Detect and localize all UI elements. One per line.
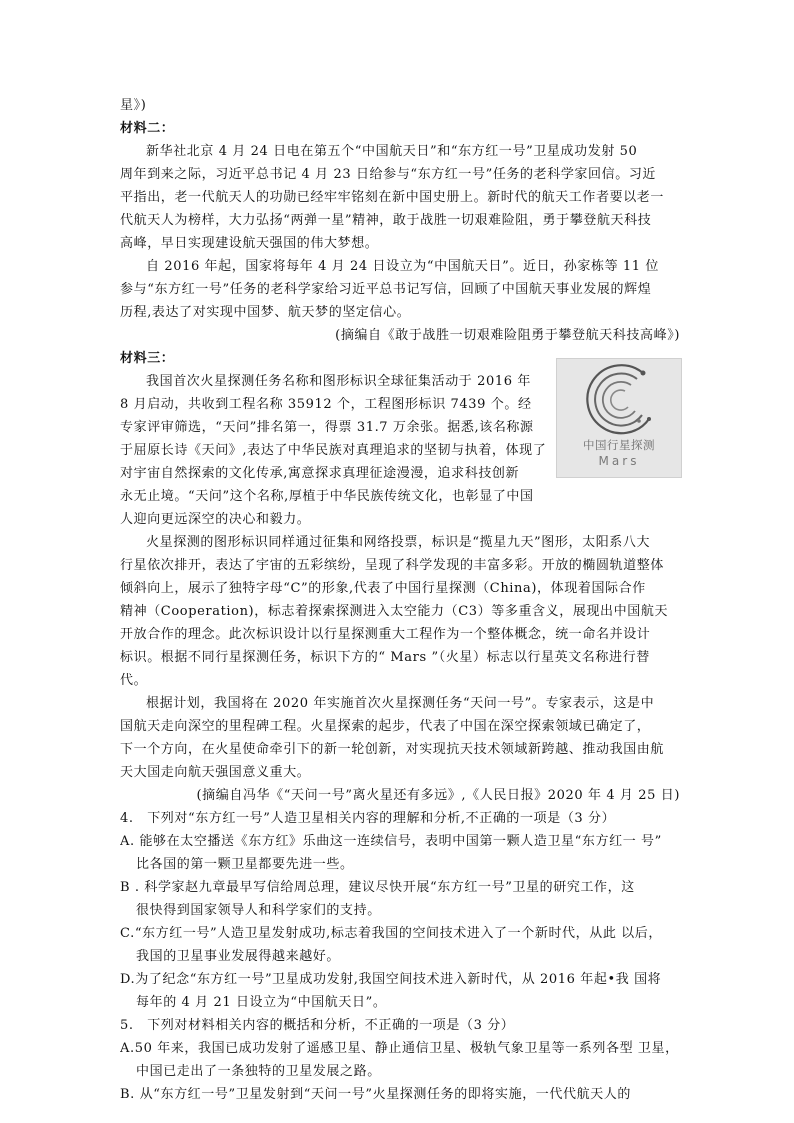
paragraph-line: 根据计划，我国将在 2020 年实施首次火星探测任务“天问一号”。专家表示，这是中	[146, 696, 655, 711]
paragraph-line: 8 月启动，共收到工程名称 35912 个，工程图形标识 7439 个。经	[120, 397, 532, 412]
paragraph-line: 于屈原长诗《天问》,表达了中华民族对真理追求的坚韧与执着，体现了	[120, 443, 547, 458]
paragraph-line: 倾斜向上，展示了独特字母“C”的形象,代表了中国行星探测（China)，体现着国际合作	[120, 581, 646, 596]
q4-option-d-cont: 每年的 4 月 21 日设立为“中国航天日”。	[136, 995, 387, 1010]
question-4-stem: 4. 下列对“东方红一号”人造卫星相关内容的理解和分析,不正确的一项是（3 分）	[120, 811, 616, 826]
q4-option-a[interactable]: A. 能够在太空播送《东方红》乐曲这一连续信号，表明中国第一颗人造卫星“东方红一 号”	[120, 834, 662, 849]
paragraph-line: 高峰，早日实现建设航天强国的伟大梦想。	[120, 236, 379, 251]
paragraph-line: 开放合作的理念。此次标识设计以行星探测重大工程作为一个整体概念，统一命名并设计	[120, 627, 651, 642]
q5-option-b[interactable]: B. 从“东方红一号”卫星发射到“天问一号”火星探测任务的即将实施，一代代航天人的	[120, 1087, 632, 1102]
paragraph-line: 国航天走向深空的里程碑工程。火星探索的起步，代表了中国在深空探索领域已确定了，	[120, 719, 651, 734]
paragraph-line: 永无止境。“天问”这个名称,厚植于中华民族传统文化，也彰显了中国	[120, 489, 534, 504]
mars-mission-logo	[556, 358, 682, 478]
q4-option-c[interactable]: C.“东方红一号”人造卫星发射成功,标志着我国的空间技术进入了一个新时代，从此 以后，	[120, 926, 662, 941]
paragraph-line: 行星依次排开，表达了宇宙的五彩缤纷，呈现了科学发现的丰富多彩。开放的椭圆轨道整体	[120, 558, 665, 573]
paragraph-line: 精神（Cooperation)，标志着探索探测进入太空能力（C3）等多重含义，展现出中国航天	[120, 604, 669, 619]
question-5-stem: 5. 下列对材料相关内容的概括和分析，不正确的一项是（3 分）	[120, 1018, 515, 1033]
paragraph-line: 专家评审筛选，“天问”排名第一，得票 31.7 万余张。据悉,该名称源	[120, 420, 534, 435]
paragraph-line: 自 2016 年起，国家将每年 4 月 24 日设立为“中国航天日”。近日，孙家栋等 11 位	[146, 259, 659, 274]
paragraph-line: 天大国走向航天强国意义重大。	[120, 765, 311, 780]
paragraph-line: 代。	[120, 673, 148, 688]
paragraph-line: 平指出，老一代航天人的功勋已经牢牢铭刻在新中国史册上。新时代的航天工作者要以老一	[120, 190, 665, 205]
paragraph-line: 火星探测的图形标识同样通过征集和网络投票，标识是“揽星九天”图形，太阳系八大	[146, 535, 651, 550]
material-3-heading: 材料三：	[120, 351, 175, 366]
q4-option-c-cont: 我国的卫星事业发展得越来越好。	[136, 949, 341, 964]
source-citation: (摘编自冯华《“天问一号”离火星还有多远》,《人民日报》2020 年 4 月 25 日)	[196, 788, 680, 803]
paragraph-line: 对宇宙自然探索的文化传承,寓意探求真理征途漫漫，追求科技创新	[120, 466, 520, 481]
material-2-heading: 材料二：	[120, 121, 175, 136]
intro-tail: 星》)	[120, 98, 147, 113]
paragraph-line: 下一个方向，在火星使命牵引下的新一轮创新，对实现抗天技术领域新跨越、推动我国由航	[120, 742, 665, 757]
source-citation: (摘编自《敢于战胜一切艰难险阻勇于攀登航天科技高峰》)	[335, 328, 680, 343]
q4-option-b[interactable]: B . 科学家赵九章最早写信给周总理，建议尽快开展“东方红一号”卫星的研究工作，这	[120, 880, 635, 895]
paragraph-line: 周年到来之际，习近平总书记 4 月 23 日给参与“东方红一号”任务的老科学家回信。习近	[120, 167, 657, 182]
orbit-arc-icon	[557, 359, 681, 439]
paragraph-line: 人迎向更远深空的决心和毅力。	[120, 512, 311, 527]
logo-cn-text: 中国行星探测	[583, 438, 655, 452]
q4-option-b-cont: 很快得到国家领导人和科学家们的支持。	[136, 903, 381, 918]
paragraph-line: 历程,表达了对实现中国梦、航天梦的坚定信心。	[120, 305, 411, 320]
paragraph-line: 标识。根据不同行星探测任务，标识下方的“ Mars ”（火星）标志以行星英文名称进行替	[120, 650, 650, 665]
paragraph-line: 代航天人为榜样，大力弘扬“两弹一星”精神，敢于战胜一切艰难险阻，勇于攀登航天科技	[120, 213, 652, 228]
paragraph-line: 我国首次火星探测任务名称和图形标识全球征集活动于 2016 年	[146, 374, 531, 389]
q5-option-a[interactable]: A.50 年来，我国已成功发射了遥感卫星、静止通信卫星、极轨气象卫星等一系列各型 卫星，	[120, 1041, 679, 1056]
q4-option-d[interactable]: D.为了纪念“东方红一号”卫星成功发射,我国空间技术进入新时代，从 2016 年起•我 国将	[120, 972, 662, 987]
paragraph-line: 参与“东方红一号”任务的老科学家给习近平总书记写信，回顾了中国航天事业发展的辉煌	[120, 282, 652, 297]
logo-en-text: Mars	[598, 454, 640, 468]
paragraph-line: 新华社北京 4 月 24 日电在第五个“中国航天日”和“东方红一号”卫星成功发射 50	[146, 144, 638, 159]
q5-option-a-cont: 中国已走出了一条独特的卫星发展之路。	[136, 1064, 381, 1079]
q4-option-a-cont: 比各国的第一颗卫星都要先进一些。	[136, 857, 354, 872]
